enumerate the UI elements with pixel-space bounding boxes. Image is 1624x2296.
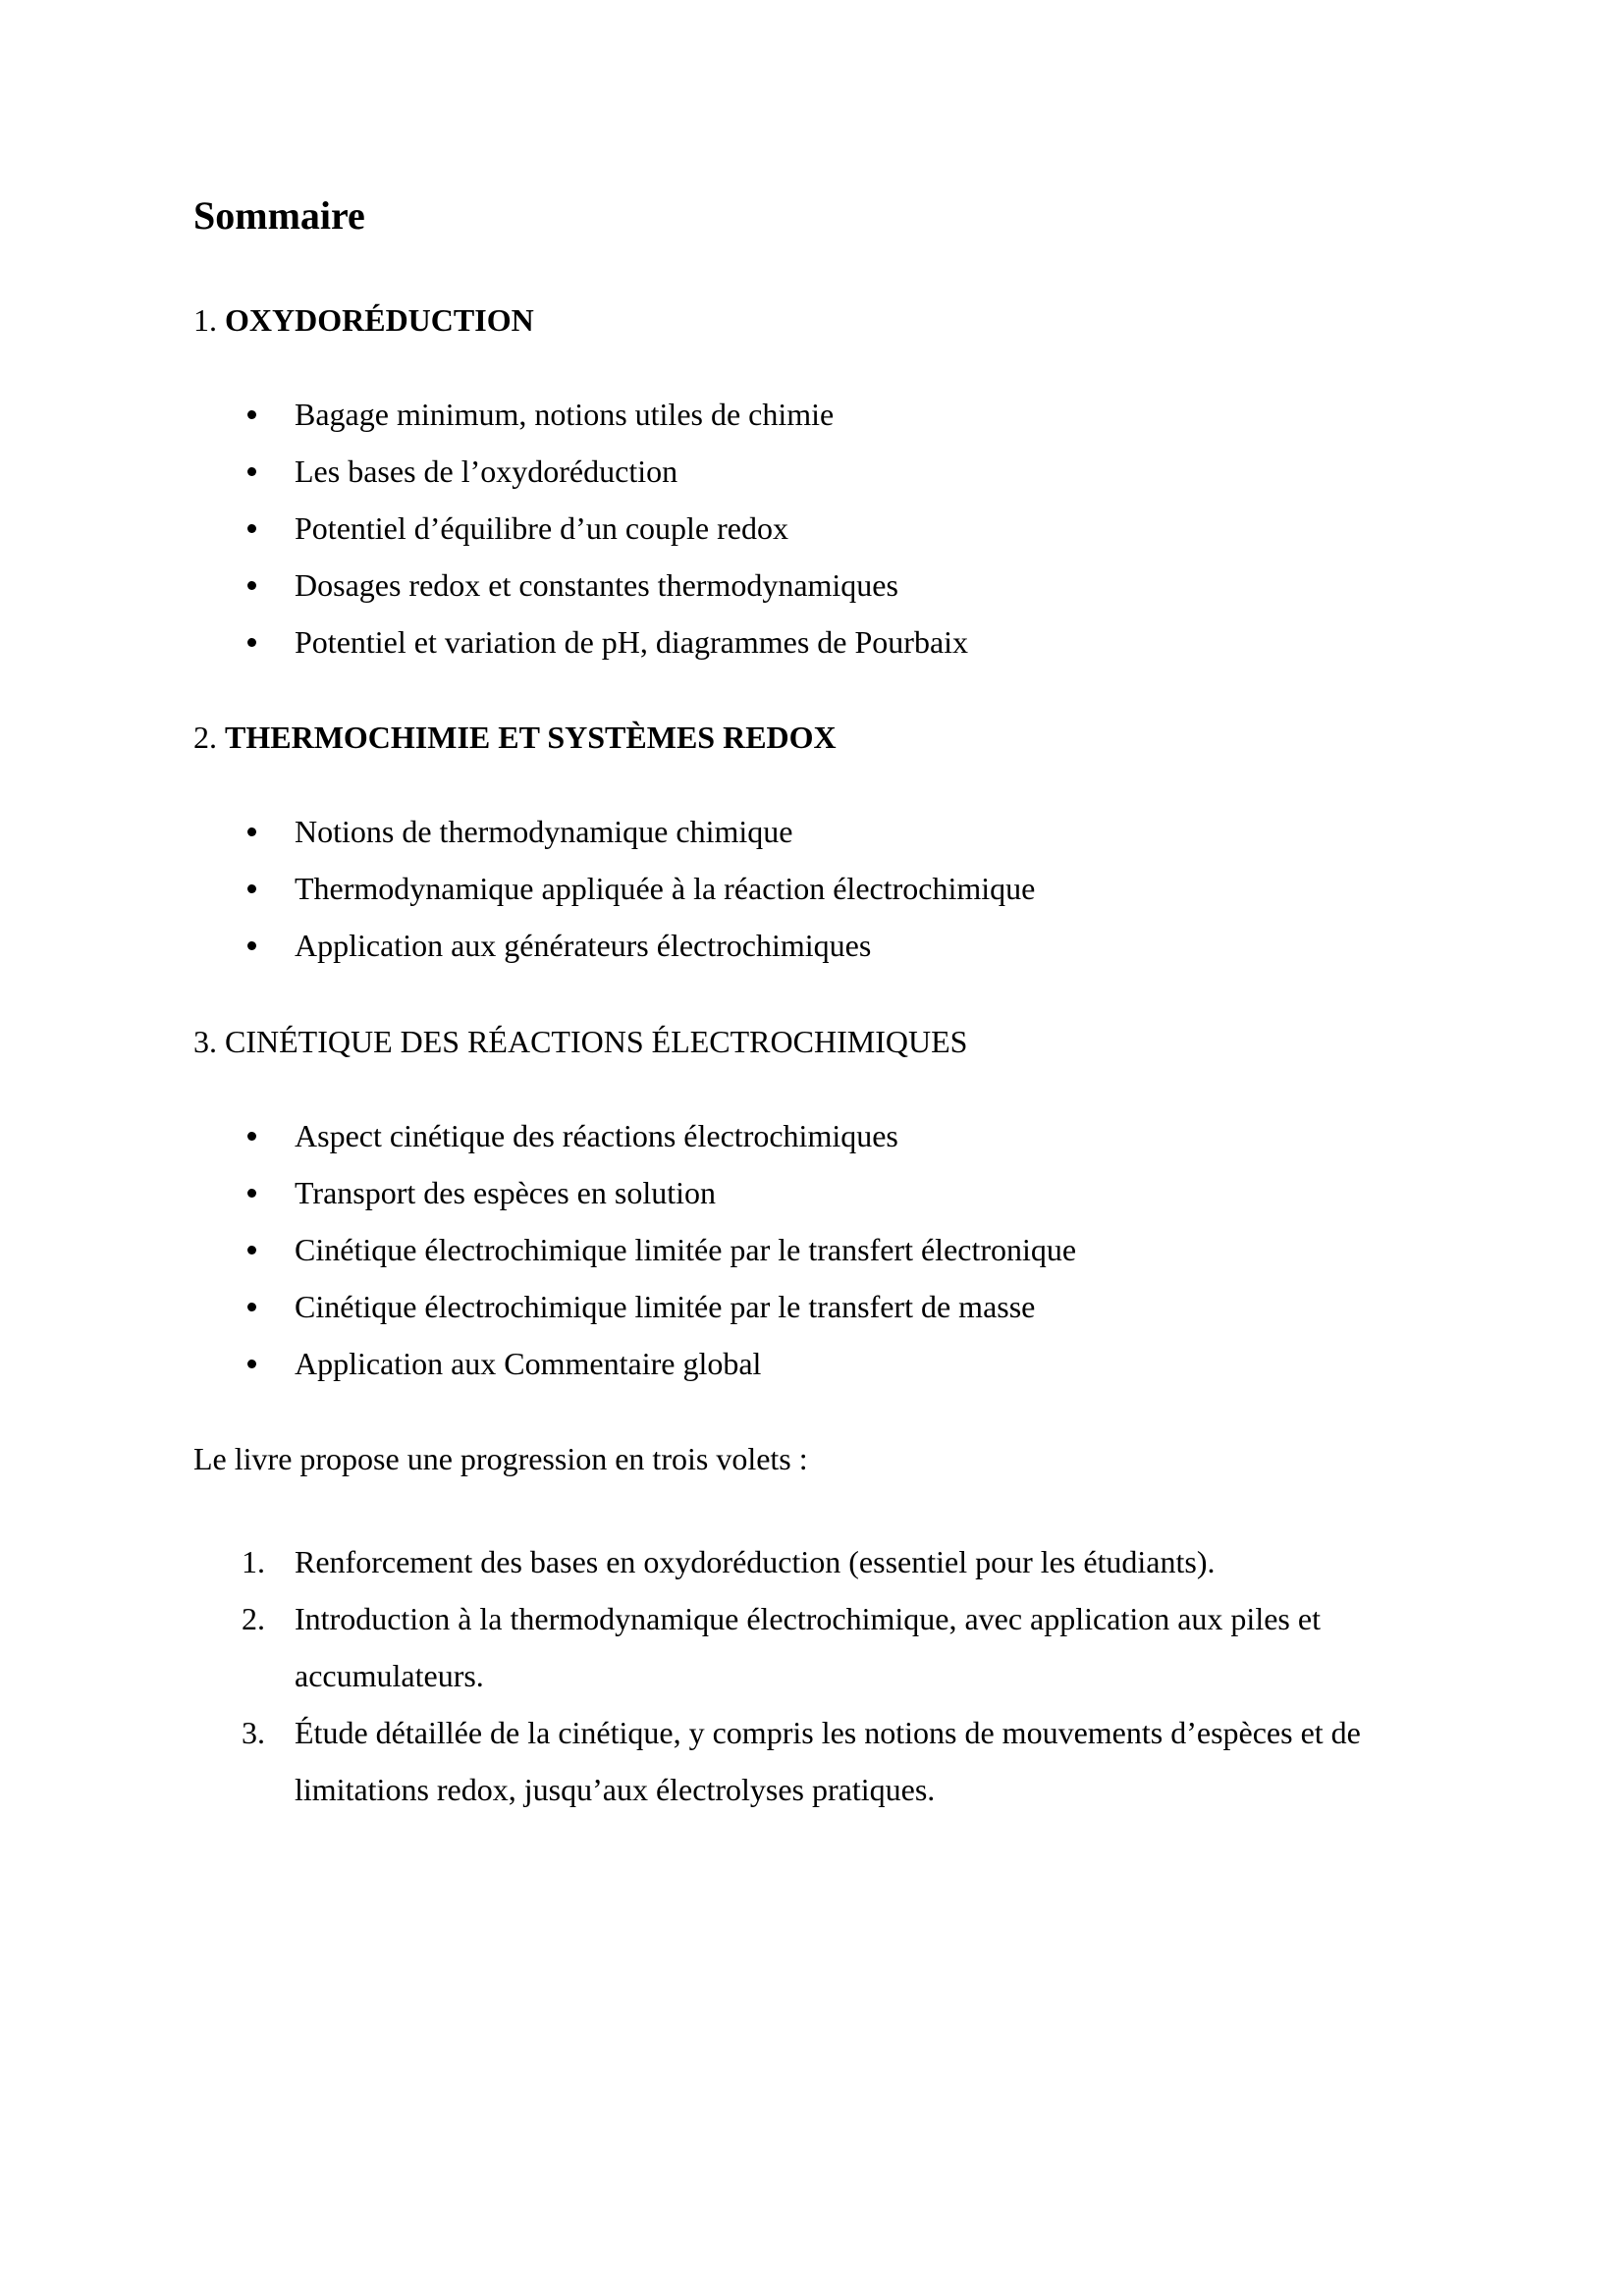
list-item-text: Application aux générateurs électrochimiques	[295, 928, 872, 963]
list-item-text: Dosages redox et constantes thermodynamiques	[295, 567, 898, 603]
page-title: Sommaire	[193, 193, 365, 238]
bullet-icon	[247, 467, 256, 476]
section-heading-1	[193, 300, 534, 340]
list-item-text: Cinétique électrochimique limitée par le transfert électronique	[295, 1232, 1077, 1267]
section-number: 3.	[193, 1024, 217, 1059]
summary-item	[0, 1590, 1434, 1704]
summary-item-number: 3.	[242, 1715, 265, 1750]
list-item-text: Thermodynamique appliquée à la réaction électrochimique	[295, 871, 1036, 906]
summary-item	[0, 1704, 1434, 1818]
bullet-icon	[247, 1303, 256, 1311]
list-item-text: Transport des espèces en solution	[295, 1175, 716, 1210]
bullet-icon	[247, 1360, 256, 1368]
list-item-text: Cinétique électrochimique limitée par le transfert de masse	[295, 1289, 1036, 1324]
bullet-icon	[247, 884, 256, 893]
summary-item	[0, 1533, 1434, 1590]
list-item-text: Application aux Commentaire global	[295, 1346, 762, 1381]
summary-list	[0, 1533, 1434, 1818]
section-title: OXYDORÉDUCTION	[225, 302, 534, 338]
bullet-icon	[247, 638, 256, 647]
section-heading-2	[193, 718, 837, 757]
list-item-text: Bagage minimum, notions utiles de chimie	[295, 397, 835, 432]
bullet-icon	[247, 1246, 256, 1255]
section-title: CINÉTIQUE DES RÉACTIONS ÉLECTROCHIMIQUES	[225, 1024, 968, 1059]
bullet-icon	[247, 1132, 256, 1141]
bullet-icon	[247, 1189, 256, 1198]
summary-item-number: 2.	[242, 1601, 265, 1636]
section-number: 1.	[193, 302, 217, 338]
bullet-icon	[247, 941, 256, 950]
summary-item-text: Étude détaillée de la cinétique, y compris les notions de mouvements d’espèces et de limitations redox, jusqu’aux électrolyses pratiques.	[295, 1715, 1361, 1807]
bullet-icon	[247, 581, 256, 590]
section-title: THERMOCHIMIE ET SYSTÈMES REDOX	[225, 720, 837, 755]
list-item-text: Les bases de l’oxydoréduction	[295, 454, 678, 489]
summary-item-text: Introduction à la thermodynamique électrochimique, avec application aux piles et accumulateurs.	[295, 1601, 1321, 1693]
bullet-icon	[247, 524, 256, 533]
summary-item-text: Renforcement des bases en oxydoréduction (essentiel pour les étudiants).	[295, 1544, 1216, 1579]
summary-item-number: 1.	[242, 1544, 265, 1579]
summary-intro: Le livre propose une progression en trois volets :	[193, 1441, 808, 1476]
list-item-text: Potentiel d’équilibre d’un couple redox	[295, 510, 788, 546]
section-number: 2.	[193, 720, 217, 755]
list-item-text: Potentiel et variation de pH, diagrammes de Pourbaix	[295, 624, 969, 660]
bullet-icon	[247, 828, 256, 836]
list-item-text: Aspect cinétique des réactions électrochimiques	[295, 1118, 898, 1153]
bullet-icon	[247, 410, 256, 419]
list-item-text: Notions de thermodynamique chimique	[295, 814, 793, 849]
section-heading-3	[193, 1022, 967, 1061]
